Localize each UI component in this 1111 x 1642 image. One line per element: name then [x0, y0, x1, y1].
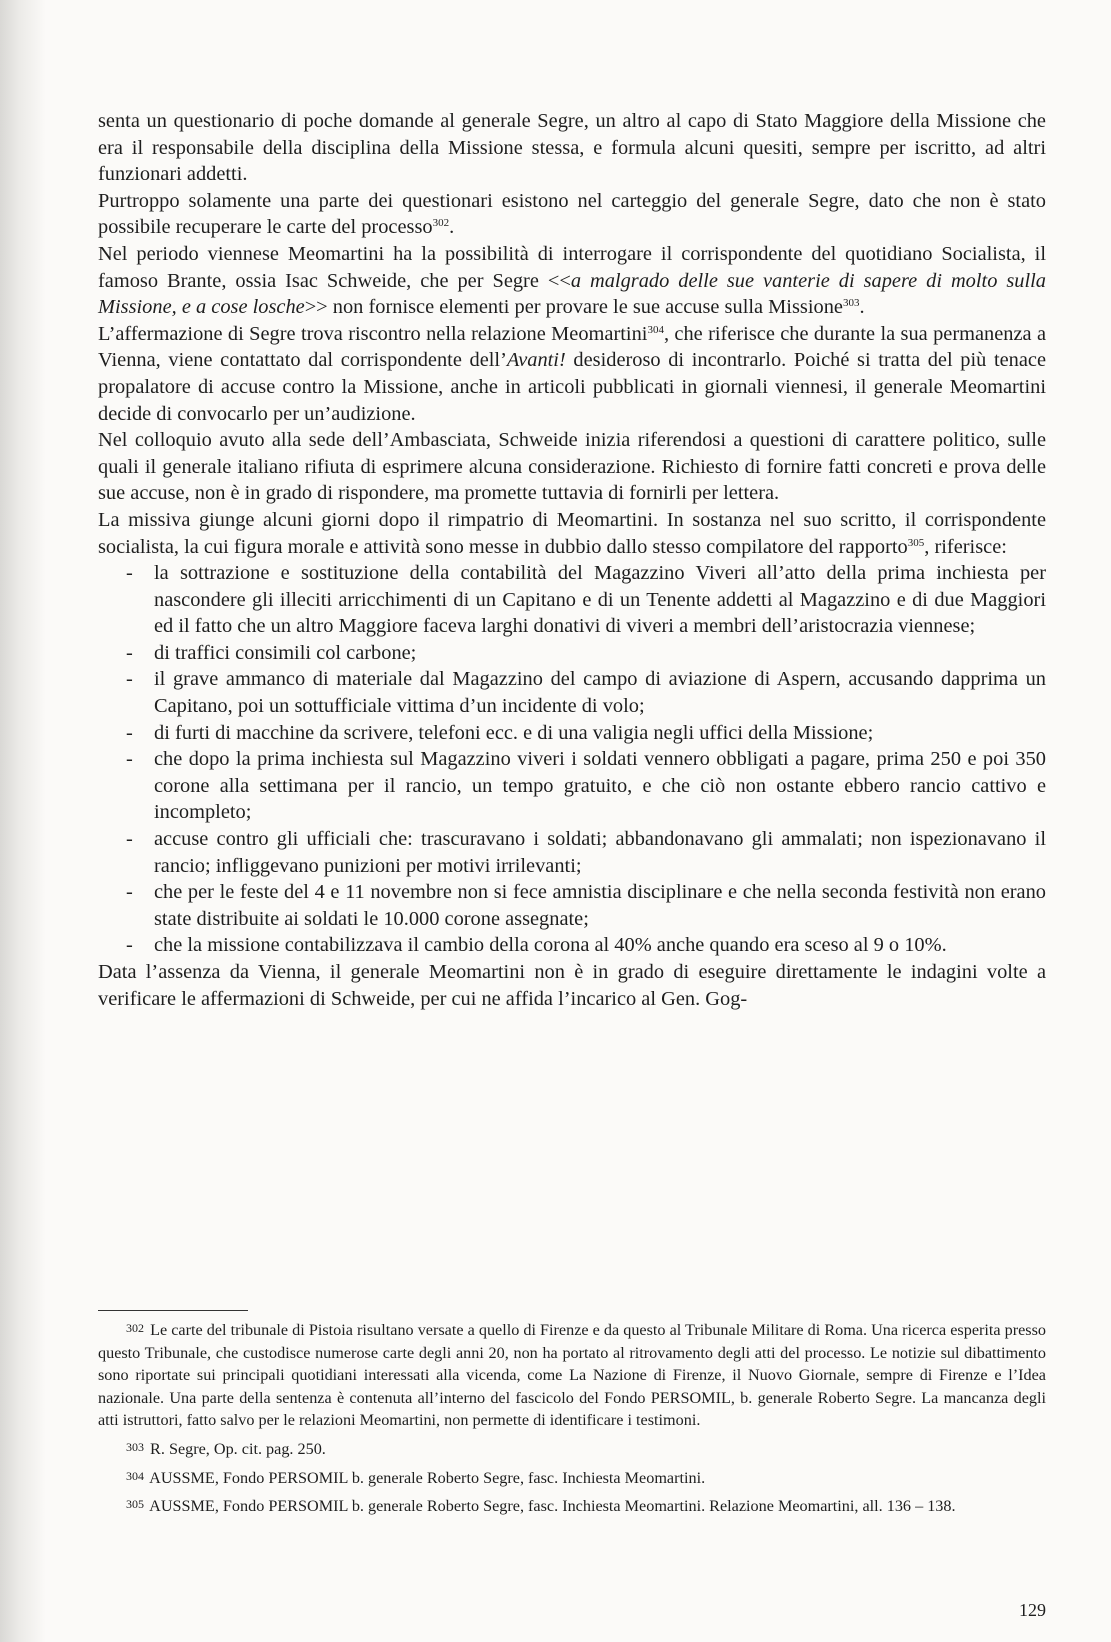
accusations-list — [98, 560, 1046, 959]
paragraph-4: L’affermazione di Segre trova riscontro nella relazione Meomartini$^{304}$, che riferisce che durante la sua permanenza a Vienna, viene contattato dal corrispondente dell’Avanti! desideroso di incontrarlo. Poiché si tratta del più tenace propalatore di accuse contro la Missione, anche in articoli pubblicati in giornali viennesi, il generale Meomartini decide di convocarlo per un’audizione. — [98, 322, 1047, 425]
footnotes — [98, 1317, 1046, 1518]
footnote-ref-305: 305 — [907, 536, 925, 549]
paragraph-5: Nel colloquio avuto alla sede dell’Ambasciata, Schweide inizia riferendosi a questioni di carattere politico, sulle quali il generale italiano rifiuta di esprimere alcuna considerazione. Richiesto di fornire fatti concreti e prova delle sue accuse, non è in grado di rispondere, ma promette tuttavia di fornirli per lettera. — [98, 429, 1046, 505]
paragraph-2: Purtroppo solamente una parte dei questionari esistono nel carteggio del generale Segre, dato che non è stato possibile recuperare le carte del processo$^{302}$. — [98, 189, 1046, 239]
footnote-303 — [98, 1436, 1046, 1461]
paragraph-1: senta un questionario di poche domande al generale Segre, un altro al capo di Stato Maggiore della Missione che era il responsabile della disciplina della Missione stessa, e formula alcuni quesiti, sempre per iscritto, ad altri funzionari addetti. — [98, 110, 1046, 186]
footnote-text: AUSSME, Fondo PERSOMIL b. generale Roberto Segre, fasc. Inchiesta Meomartini. Relazione Meomartini, all. 136 – 138. — [149, 1497, 956, 1516]
list-item: - di traffici consimili col carbone; — [126, 640, 1046, 667]
main-text — [98, 108, 1046, 1012]
list-item: - accuse contro gli ufficiali che: trascuravano i soldati; abbandonavano gli ammalati; non ispezionavano il rancio; infliggevano punizioni per motivi irrilevanti; — [126, 826, 1046, 879]
list-item: - che dopo la prima inchiesta sul Magazzino viveri i soldati vennero obbligati a pagare, prima 250 e poi 350 corone alla settimana per il rancio, un tempo gratuito, e che ciò non ostante ebbero rancio cattivo e incompleto; — [126, 746, 1046, 826]
paragraph-7: Data l’assenza da Vienna, il generale Meomartini non è in grado di eseguire direttamente le indagini volte a verificare le affermazioni di Schweide, per cui ne affida l’incarico al Gen. Gog- — [98, 961, 1046, 1010]
paragraph-6: La missiva giunge alcuni giorni dopo il rimpatrio di Meomartini. In sostanza nel suo scritto, il corrispondente socialista, la cui figura morale e attività sono messe in dubbio dallo stesso compilatore del rapporto$^{305}$, riferisce: — [98, 508, 1046, 558]
footnote-text: AUSSME, Fondo PERSOMIL b. generale Roberto Segre, fasc. Inchiesta Meomartini. — [149, 1468, 706, 1487]
footnote-text: R. Segre, Op. cit. pag. 250. — [150, 1439, 326, 1458]
footnote-number: 304 — [126, 1468, 144, 1483]
footnote-number: 305 — [126, 1497, 144, 1512]
footnote-ref-303: 303 — [842, 297, 860, 310]
page-gutter-shadow — [0, 0, 46, 1642]
paragraph-3: Nel periodo viennese Meomartini ha la possibilità di interrogare il corrispondente del quotidiano Socialista, il famoso Brante, ossia Isac Schweide, che per Segre <<a malgrado delle sue vanterie di sapere di molto sulla Missione, e a cose losche>> non fornisce elementi per provare le sue accuse sulla Missione$^{303}$. — [98, 242, 1046, 319]
page-number: 129 — [1019, 1600, 1046, 1620]
footnote-ref-302: 302 — [432, 217, 450, 230]
footnote-text: Le carte del tribunale di Pistoia risultano versate a quello di Firenze e da questo al Tribunale Militare di Roma. Una ricerca esperita presso questo Tribunale, che custodisce numerose carte degli anni 20, non ha portato al ritrovamento degli atti del processo. Le notizie sul dibattimento sono riportate sui principali quotidiani interessati alla vicenda, come La Nazione di Firenze, il Nuovo Giornale, sempre di Firenze e l’Idea nazionale. Una parte della sentenza è contenuta all’interno del fascicolo del Fondo PERSOMIL, b. generale Roberto Segre. La mancanza degli atti istruttori, fatto salvo per le relazioni Meomartini, non permette di identificare i testimoni. — [98, 1321, 1046, 1430]
footnote-number: 302 — [126, 1321, 144, 1335]
footnote-ref-304: 304 — [647, 323, 664, 336]
list-item: - la sottrazione e sostituzione della contabilità del Magazzino Viveri all’atto della prima inchiesta per nascondere gli illeciti arricchimenti di un Capitano e di un Tenente addetti al Magazzino e di due Maggiori ed il fatto che un altro Maggiore faceva larghi donativi di viveri a membri dell’aristocrazia viennese; — [126, 560, 1046, 640]
footnote-305 — [98, 1493, 1046, 1518]
footnote-304 — [98, 1465, 1046, 1490]
footnote-number: 303 — [126, 1439, 144, 1454]
footnote-separator — [98, 1310, 248, 1311]
list-item: - che la missione contabilizzava il cambio della corona al 40% anche quando era sceso al 9 o 10%. — [126, 932, 1046, 959]
footnote-302 — [98, 1317, 1046, 1432]
list-item: - di furti di macchine da scrivere, telefoni ecc. e di una valigia negli uffici della Missione; — [126, 720, 1046, 747]
list-item: - che per le feste del 4 e 11 novembre non si fece amnistia disciplinare e che nella seconda festività non erano state distribuite ai soldati le 10.000 corone assegnate; — [126, 879, 1046, 932]
quote-italic: a malgrado delle sue vanterie di sapere di molto sulla Missione, e a cose losche — [98, 269, 1046, 319]
list-item: - il grave ammanco di materiale dal Magazzino del campo di aviazione di Aspern, accusando dapprima un Capitano, poi un sottufficiale vittima d’un incidente di volo; — [126, 666, 1046, 719]
newspaper-title: Avanti! — [506, 349, 566, 372]
